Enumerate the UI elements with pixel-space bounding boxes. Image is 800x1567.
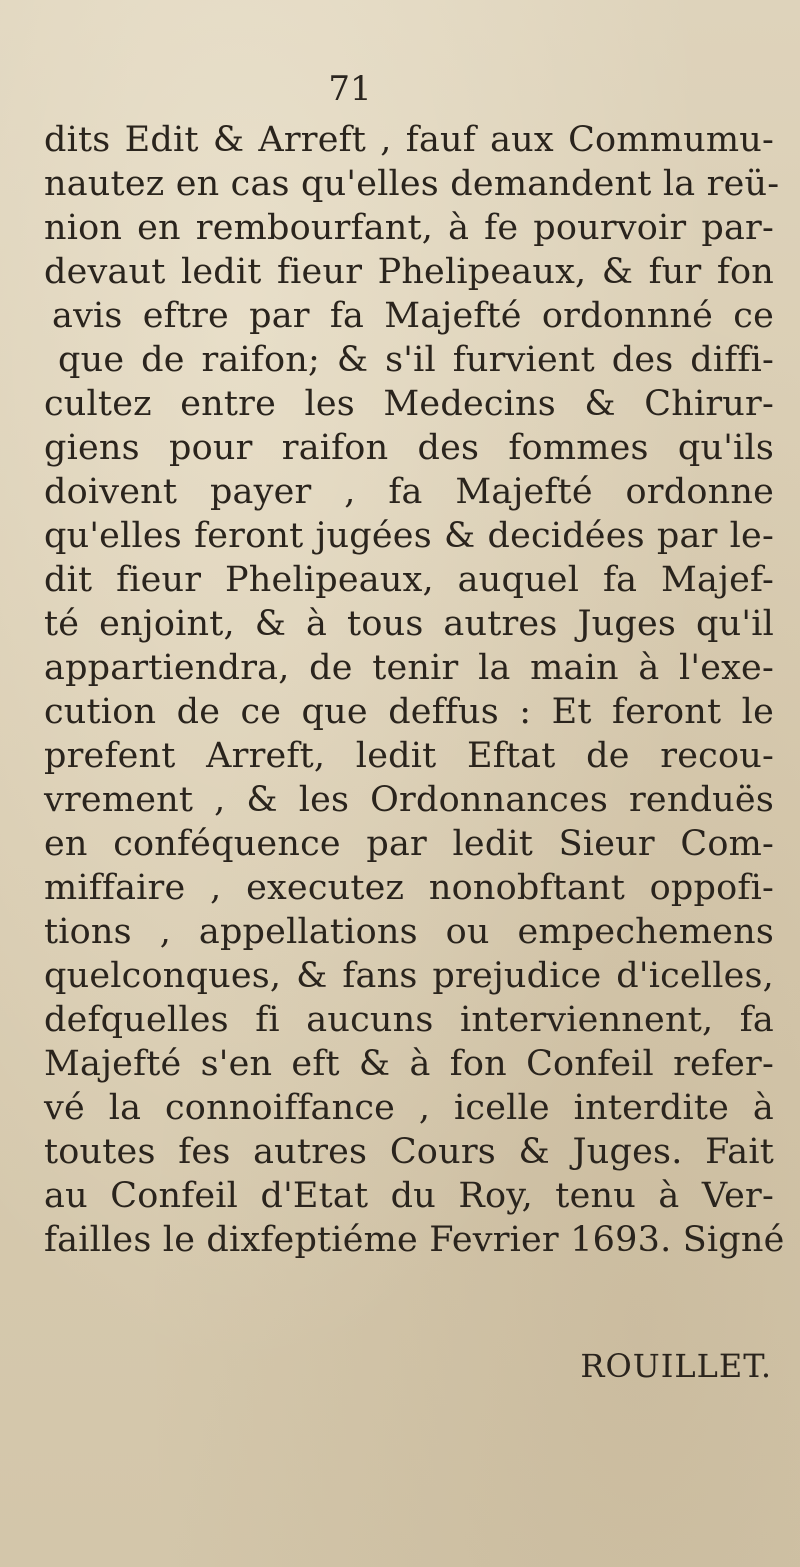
text-line: en conféquence par ledit Sieur Com-	[44, 824, 774, 864]
text-line: té enjoint, & à tous autres Juges qu'il	[44, 604, 774, 644]
text-line: giens pour raifon des fommes qu'ils	[44, 428, 774, 468]
text-line: avis eftre par fa Majefté ordonnné ce	[52, 296, 774, 336]
text-line: cution de ce que deffus : Et feront le	[44, 692, 774, 732]
text-line: doivent payer , fa Majefté ordonne	[44, 472, 774, 512]
text-line: vé la connoiffance , icelle interdite à	[44, 1088, 774, 1128]
text-line: que de raifon; & s'il furvient des diffi-	[58, 340, 774, 380]
text-line: devaut ledit fieur Phelipeaux, & fur fon	[44, 252, 774, 292]
text-line: cultez entre les Medecins & Chirur-	[44, 384, 774, 424]
text-line: dit fieur Phelipeaux, auquel fa Majef-	[44, 560, 774, 600]
text-line: toutes fes autres Cours & Juges. Fait	[44, 1132, 774, 1172]
text-line: dits Edit & Arreft , fauf aux Commumu-	[44, 120, 774, 160]
text-line: miffaire , executez nonobftant oppofi-	[44, 868, 774, 908]
text-line: Majefté s'en eft & à fon Confeil refer-	[44, 1044, 774, 1084]
signature: ROUILLET.	[580, 1347, 772, 1385]
text-line: defquelles fi aucuns interviennent, fa	[44, 1000, 774, 1040]
text-line: tions , appellations ou empechemens	[44, 912, 774, 952]
text-line: au Confeil d'Etat du Roy, tenu à Ver-	[44, 1176, 774, 1216]
text-line: nautez en cas qu'elles demandent la reü-	[44, 164, 780, 204]
text-line: vrement , & les Ordonnances renduës	[44, 780, 774, 820]
text-line: quelconques, & fans prejudice d'icelles,	[44, 956, 774, 996]
text-line: prefent Arreft, ledit Eftat de recou-	[44, 736, 774, 776]
text-line: qu'elles feront jugées & decidées par le-	[44, 516, 774, 556]
page-number: 71	[328, 69, 372, 109]
text-line: appartiendra, de tenir la main à l'exe-	[44, 648, 774, 688]
body-text	[44, 118, 785, 1262]
text-line: failles le dixfeptiéme Fevrier 1693. Signé	[44, 1220, 785, 1260]
text-line: nion en rembourfant, à fe pourvoir par-	[44, 208, 774, 248]
